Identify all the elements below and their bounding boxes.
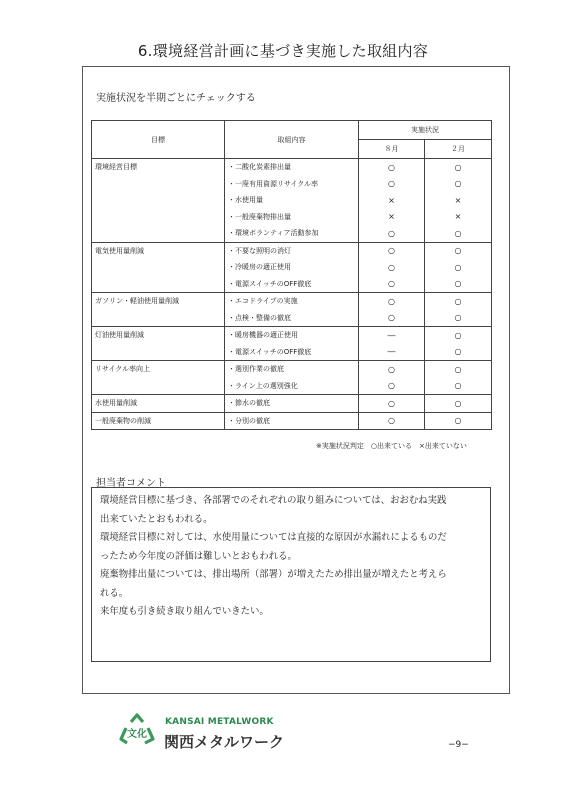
comment-label: 担当者コメント bbox=[96, 478, 166, 489]
goal-cell: ガソリン・軽油使用量削減 bbox=[92, 293, 225, 327]
feb-status-cell: ○ bbox=[425, 259, 492, 276]
aug-status-cell: ― bbox=[359, 327, 425, 344]
goal-cell: リサイクル率向上 bbox=[92, 361, 225, 395]
comment-line: 環境経営目標に基づき、各部署でのそれぞれの取り組みについては、おおむね実践 bbox=[100, 495, 447, 506]
feb-status-cell: ○ bbox=[425, 310, 492, 327]
header-item: 取組内容 bbox=[225, 121, 359, 159]
item-cell: ・分別の徹底 bbox=[225, 412, 359, 430]
comment-line: 廃棄物排出量については、排出場所（部署）が増えたため排出量が増えたと考えら bbox=[100, 569, 447, 580]
logo-text: 文化 bbox=[127, 729, 147, 740]
table-body bbox=[92, 159, 492, 430]
table-row bbox=[92, 361, 492, 378]
goal-cell: 電気使用量削減 bbox=[92, 242, 225, 293]
item-cell: ・節水の徹底 bbox=[225, 395, 359, 413]
aug-status-cell: ○ bbox=[359, 225, 425, 242]
header-feb: ２月 bbox=[425, 140, 492, 159]
goal-cell: 環境経営目標 bbox=[92, 159, 225, 243]
header-aug: ８月 bbox=[359, 140, 425, 159]
feb-status-cell: ○ bbox=[425, 378, 492, 395]
aug-status-cell: ○ bbox=[359, 310, 425, 327]
aug-status-cell: ○ bbox=[359, 361, 425, 378]
item-cell: ・一般廃棄物排出量 bbox=[225, 209, 359, 226]
feb-status-cell: ○ bbox=[425, 293, 492, 310]
feb-status-cell: ○ bbox=[425, 361, 492, 378]
aug-status-cell: × bbox=[359, 192, 425, 209]
table-row bbox=[92, 293, 492, 310]
feb-status-cell: ○ bbox=[425, 276, 492, 293]
item-cell: ・二酸化炭素排出量 bbox=[225, 159, 359, 176]
item-cell: ・点検・整備の徹底 bbox=[225, 310, 359, 327]
aug-status-cell: ○ bbox=[359, 276, 425, 293]
aug-status-cell: ○ bbox=[359, 242, 425, 259]
aug-status-cell: ○ bbox=[359, 412, 425, 430]
brand-name-ja: 関西メタルワーク bbox=[164, 733, 285, 751]
feb-status-cell: × bbox=[425, 192, 492, 209]
aug-status-cell: ○ bbox=[359, 378, 425, 395]
header-goal: 目標 bbox=[92, 121, 225, 159]
comment-line: 出来ていたとおもわれる。 bbox=[100, 513, 213, 525]
item-cell: ・エコドライブの実施 bbox=[225, 293, 359, 310]
aug-status-cell: × bbox=[359, 209, 425, 226]
item-cell: ・電源スイッチのOFF徹底 bbox=[225, 344, 359, 361]
item-cell: ・水使用量 bbox=[225, 192, 359, 209]
page-title: 6.環境経営計画に基づき実施した取組内容 bbox=[137, 42, 429, 60]
aug-status-cell: ○ bbox=[359, 293, 425, 310]
comment-box bbox=[91, 487, 491, 662]
goal-cell: 水使用量削減 bbox=[92, 395, 225, 413]
table-row bbox=[92, 159, 492, 176]
feb-status-cell: ○ bbox=[425, 176, 492, 193]
table-row bbox=[92, 327, 492, 344]
comment-line: ったため今年度の評価は難しいとおもわれる。 bbox=[100, 550, 297, 562]
goal-cell: 一般廃棄物の削減 bbox=[92, 412, 225, 430]
aug-status-cell: ○ bbox=[359, 176, 425, 193]
company-logo bbox=[117, 712, 157, 752]
aug-status-cell: ○ bbox=[359, 159, 425, 176]
feb-status-cell: ○ bbox=[425, 327, 492, 344]
brand-name-en: KANSAI METALWORK bbox=[165, 717, 274, 727]
check-caption: 実施状況を半期ごとにチェックする bbox=[96, 93, 256, 104]
aug-status-cell: ○ bbox=[359, 259, 425, 276]
item-cell: ・一廃有用資源リサイクル率 bbox=[225, 176, 359, 193]
table-row bbox=[92, 412, 492, 430]
comment-line: 来年度も引き続き取り組んでいきたい。 bbox=[100, 606, 269, 617]
feb-status-cell: ○ bbox=[425, 225, 492, 242]
comment-line: れる。 bbox=[100, 587, 129, 599]
item-cell: ・暖房機器の適正使用 bbox=[225, 327, 359, 344]
feb-status-cell: × bbox=[425, 209, 492, 226]
item-cell: ・冷暖房の適正使用 bbox=[225, 259, 359, 276]
comment-line: 環境経営目標に対しては、水使用量については直接的な原因が水漏れによるものだ bbox=[100, 532, 447, 543]
goal-cell: 灯油使用量削減 bbox=[92, 327, 225, 361]
feb-status-cell: ○ bbox=[425, 242, 492, 259]
legend: ※実施状況判定 ○出来ている ×出来ていない bbox=[316, 442, 467, 450]
results-table bbox=[91, 120, 492, 430]
page-number: −9− bbox=[448, 740, 469, 750]
feb-status-cell: ○ bbox=[425, 395, 492, 413]
aug-status-cell: ― bbox=[359, 344, 425, 361]
item-cell: ・電源スイッチのOFF徹底 bbox=[225, 276, 359, 293]
item-cell: ・選別作業の徹底 bbox=[225, 361, 359, 378]
table-row bbox=[92, 242, 492, 259]
feb-status-cell: ○ bbox=[425, 412, 492, 430]
feb-status-cell: ○ bbox=[425, 344, 492, 361]
feb-status-cell: ○ bbox=[425, 159, 492, 176]
item-cell: ・ライン上の選別強化 bbox=[225, 378, 359, 395]
header-status: 実施状況 bbox=[359, 121, 492, 140]
table-row bbox=[92, 395, 492, 413]
aug-status-cell: ○ bbox=[359, 395, 425, 413]
item-cell: ・環境ボランティア活動参加 bbox=[225, 225, 359, 242]
item-cell: ・不要な照明の消灯 bbox=[225, 242, 359, 259]
